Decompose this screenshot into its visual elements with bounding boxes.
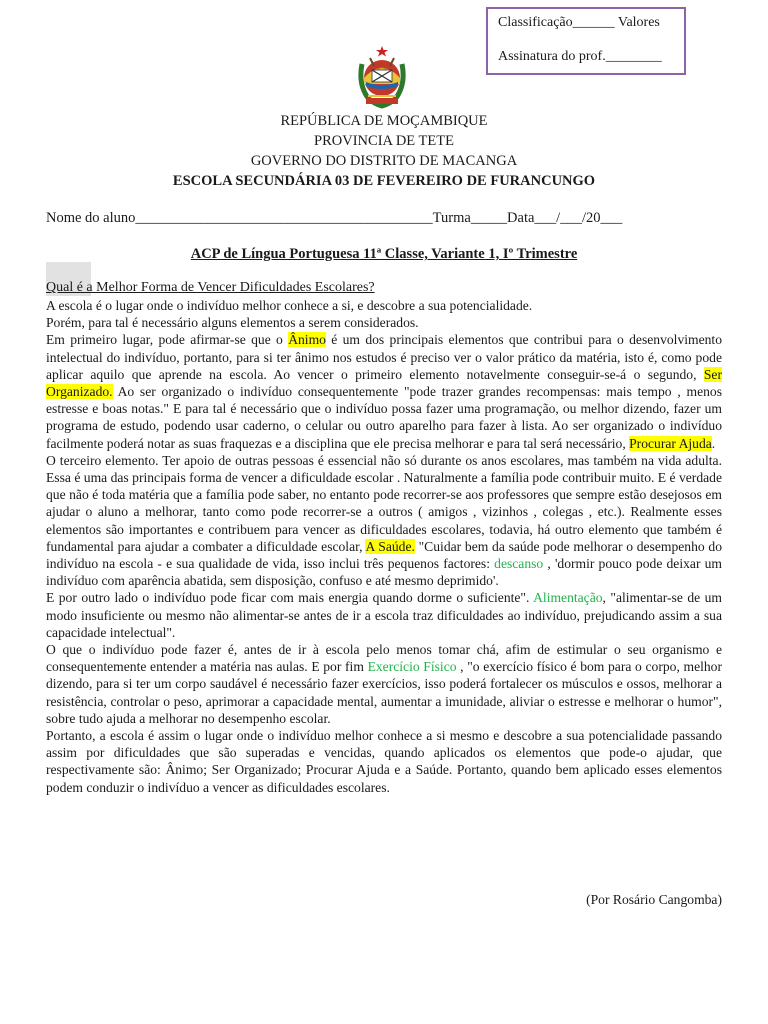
highlight-animo: Ânimo	[288, 332, 326, 348]
header-province: PROVINCIA DE TETE	[314, 133, 454, 149]
author-credit: (Por Rosário Cangomba)	[586, 892, 722, 907]
header-school: ESCOLA SECUNDÁRIA 03 DE FEVEREIRO DE FURANCUNGO	[172, 173, 596, 189]
mozambique-emblem	[354, 44, 410, 110]
essay-body	[46, 297, 722, 796]
question-heading: Qual é a Melhor Forma de Vencer Dificuldades Escolares?	[46, 280, 375, 295]
header-district: GOVERNO DO DISTRITO DE MACANGA	[250, 153, 518, 169]
highlight-a-saude: A Saúde.	[365, 538, 415, 554]
classification-line: Classificação______ Valores	[498, 15, 660, 30]
teacher-signature-line: Assinatura do prof.________	[498, 49, 662, 64]
paragraph: A escola é o lugar onde o indivíduo melhor conhece a si, e descobre a sua potencialidade.	[46, 298, 533, 313]
green-exercicio-fisico: Exercício Físico	[367, 659, 457, 675]
student-info-line: Nome do aluno_________________________________________Turma_____Data___/___/20___	[46, 210, 623, 226]
highlight-procurar-ajuda: Procurar Ajuda	[629, 435, 712, 451]
paragraph: Portanto, a escola é assim o lugar onde o indivíduo melhor conhece a si mesmo e descobre a sua potencialidade passando assim por dificuldades que são superadas e vencidas, quando aplicados os elementos que pode-o ajudar, que respectivamente são: Ânimo; Ser Organizado; Procurar Ajuda e a Saúde. Portanto, quando bem aplicado esses elementos podem conduzir o indivíduo a vencer as dificuldades escolares.	[46, 728, 722, 795]
test-title: ACP de Língua Portuguesa 11ª Classe, Variante 1, Iº Trimestre	[190, 246, 578, 262]
paragraph: O terceiro elemento. Ter apoio de outras pessoas é essencial não só durante os anos escolares, mas também na vida adulta. Essa é uma das principais forma de vencer a dificuldade escolar . Naturalmente a família pode contribuir muito. E é verdade que não é toda matéria que a família pode saber, no entanto pode recorrer-se aos professores que sempre estão desejosos em ajudar o aluno a melhorar, tanto como pode recorrer-se a outros ( amigos , vizinhos , colegas , etc.). Realmente esses elementos são importantes e contribuem para vencer as dificuldades escolares, todavia, há outro elemento que também é fundamental para ajudar a combater a dificuldade escolar, A Saúde. "Cuidar bem da saúde pode melhorar o desempenho do indivíduo na escola - e sua qualidade de vida, isso inclui três pequenos factores: descanso , 'dormir pouco pode deixar um indivíduo com aparência abatida, sem disposição, confuso e até mesmo deprimido'.	[46, 452, 723, 589]
paragraph: O que o indivíduo pode fazer é, antes de ir à escola pelo menos tomar chá, afim de estimular o seu organismo e consequentemente entender a matéria nas aulas. E por fim Exercício Físico , "o exercício físico é bom para o corpo, melhor dizendo, para si ter um corpo saudável é necessário fazer exercícios, isso poderá fortalecer os músculos e ossos, melhorar a resistência, controlar o peso, aprimorar a capacidade mental, aumentar a imunidade, aliviar o estresse e melhorar o humor", sobre tudo ajuda a melhorar no desempenho escolar.	[46, 642, 722, 726]
paragraph: E por outro lado o indivíduo pode ficar com mais energia quando dorme o suficiente". Alimentação, "alimentar-se de um modo insuficiente ou mesmo não alimentar-se antes de ir a escola traz dificuldades ao indivíduo, prejudicando assim a sua capacidade intelectual".	[46, 590, 722, 640]
highlight-ser-organizado: Ser Organizado.	[46, 366, 722, 400]
header-republic: REPÚBLICA DE MOÇAMBIQUE	[280, 113, 488, 129]
grading-box	[486, 7, 686, 75]
green-alimentacao: Alimentação	[533, 590, 603, 606]
paragraph: Porém, para tal é necessário alguns elementos a serem considerados.	[46, 315, 419, 331]
paragraph: Em primeiro lugar, pode afirmar-se que o Ânimo é um dos principais elementos que contribui para o desenvolvimento intelectual do indivíduo, portanto, para si ter ânimo nos estudos é preciso ver o valor prático da matéria, isto é, como pode aplicar aquilo que aprende na escola. Ao vencer o primeiro elemento notavelmente conseguir-se-á o segundo, Ser Organizado. Ao ser organizado o indivíduo consequentemente "pode trazer grandes recompensas: mais tempo , menos estresse e boas notas." E para tal é necessário que o indivíduo possa fazer uma programação, ou melhor dizendo, fazer um programa de estudo, podendo usar caderno, o celular ou outro aparelho para fazer à lista. Ao ser organizado o indivíduo facilmente poderá notar as suas fraquezas e a disciplina que ele precisa melhorar e para tal será necessário, Procurar Ajuda.	[46, 332, 722, 451]
green-descanso: descanso	[494, 556, 544, 572]
